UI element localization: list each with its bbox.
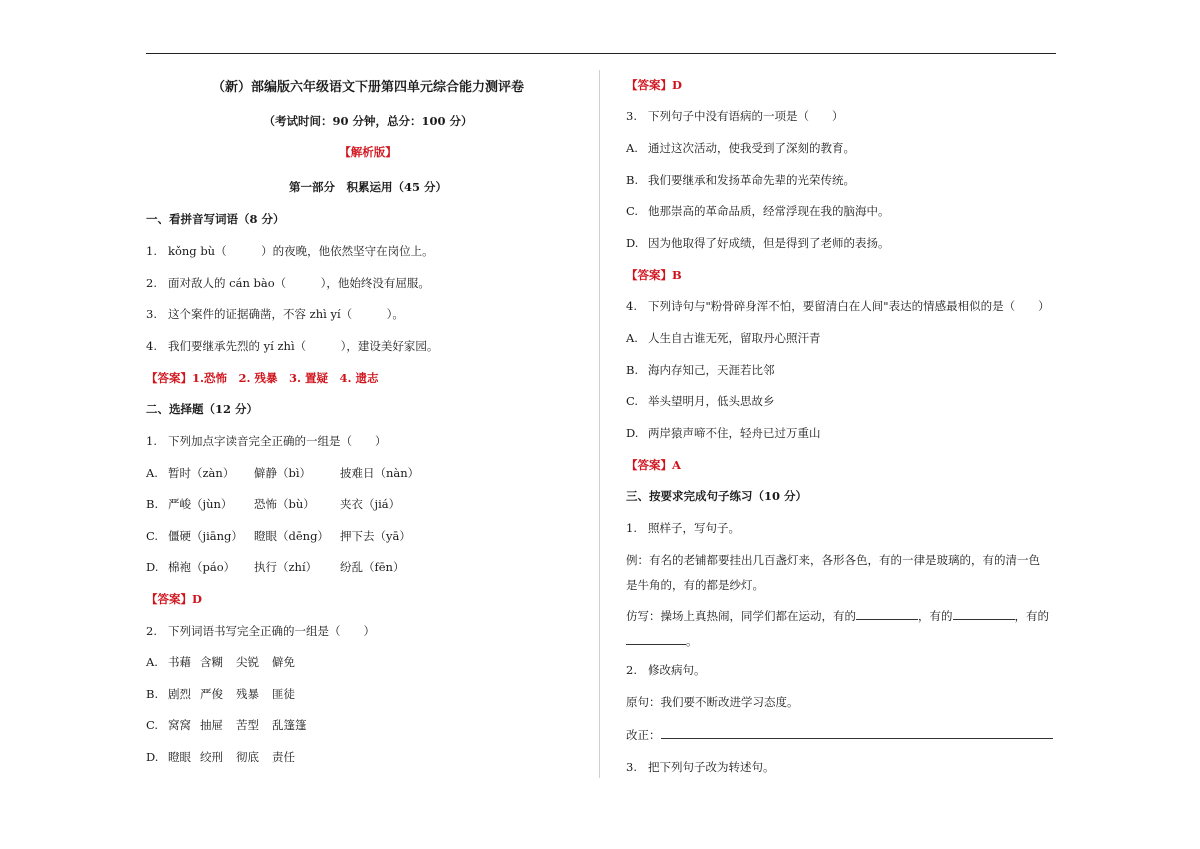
- answer-blank[interactable]: [626, 632, 686, 645]
- question-number: 2.: [626, 663, 637, 677]
- imitate-text: 。: [686, 634, 698, 648]
- option-row: [626, 393, 775, 409]
- option-label: C.: [146, 718, 159, 732]
- item-text: 这个案件的证据确凿，不容 zhì yí（ ）。: [168, 307, 404, 321]
- question-text: 下列加点字读音完全正确的一组是（ ）: [168, 434, 387, 448]
- question-text: 下列词语书写完全正确的一组是（ ）: [168, 624, 375, 638]
- imitate-text: ，有的: [918, 609, 953, 623]
- option-label: A.: [626, 331, 638, 345]
- option-word: 剧烈: [168, 687, 191, 701]
- exam-subtitle: （考试时间：90 分钟，总分：100 分）: [263, 114, 473, 128]
- option-label: D.: [626, 236, 639, 250]
- q3-answer: 【答案】B: [626, 268, 682, 282]
- option-text: 两岸猿声啼不住，轻舟已过万重山: [648, 426, 821, 440]
- option-label: D.: [626, 426, 639, 440]
- question-text: 照样子，写句子。: [648, 521, 740, 535]
- section1-item: [146, 243, 434, 259]
- item-number: 3.: [146, 307, 157, 321]
- question-text: 修改病句。: [648, 663, 706, 677]
- option-row: [626, 235, 890, 251]
- item-number: 1.: [146, 244, 157, 258]
- option-word: 书藉: [168, 655, 191, 669]
- option-word: 匪徒: [272, 687, 295, 701]
- answer-blank[interactable]: [856, 607, 918, 620]
- option-word: 绞刑: [200, 750, 223, 764]
- option-label: A.: [146, 466, 158, 480]
- question-number: 1.: [146, 434, 157, 448]
- option-label: B.: [146, 687, 159, 701]
- answer-blank[interactable]: [661, 726, 1053, 739]
- section3-heading: 三、按要求完成句子练习（10 分）: [626, 489, 808, 503]
- option-row: [626, 425, 821, 441]
- option-row: [146, 717, 307, 733]
- option-word: 僻静（bì）: [254, 466, 312, 480]
- option-row: [146, 465, 419, 481]
- option-word: 窝窝: [168, 718, 191, 732]
- option-word: 夹衣（jiá）: [340, 497, 401, 511]
- question-number: 3.: [626, 109, 637, 123]
- section1-item: [146, 275, 430, 291]
- question-number: 4.: [626, 299, 637, 313]
- option-word: 纷乱（fēn）: [340, 560, 405, 574]
- option-row: [626, 203, 890, 219]
- option-word: 瞪眼: [168, 750, 191, 764]
- option-label: B.: [626, 173, 639, 187]
- question-text: 下列诗句与"粉骨碎身浑不怕，要留清白在人间"表达的情感最相似的是（ ）: [648, 299, 1050, 313]
- option-word: 僻免: [272, 655, 295, 669]
- q4-answer: 【答案】A: [626, 458, 681, 472]
- question-number: 3.: [626, 760, 637, 774]
- question-number: 2.: [146, 624, 157, 638]
- option-text: 人生自古谁无死，留取丹心照汗青: [648, 331, 821, 345]
- option-word: 彻底: [236, 750, 259, 764]
- option-word: 押下去（yā）: [340, 529, 411, 543]
- item-number: 2.: [146, 276, 157, 290]
- correction-line: [626, 726, 1056, 743]
- question-stem: [626, 520, 740, 536]
- option-row: [626, 362, 775, 378]
- question-text: 把下列句子改为转述句。: [648, 760, 775, 774]
- option-word: 瞪眼（dēng）: [254, 529, 329, 543]
- example-line: 是牛角的，有的都是纱灯。: [626, 578, 764, 592]
- option-word: 苦型: [236, 718, 259, 732]
- part-title: 第一部分 积累运用（45 分）: [288, 180, 447, 194]
- option-row: [146, 496, 400, 512]
- question-stem: [146, 623, 375, 639]
- question-stem: [626, 759, 775, 775]
- item-text: 我们要继承先烈的 yí zhì（ ），建设美好家园。: [168, 339, 439, 353]
- option-row: [146, 686, 295, 702]
- option-text: 因为他取得了好成绩，但是得到了老师的表扬。: [648, 236, 890, 250]
- option-word: 尖锐: [236, 655, 259, 669]
- question-text: 下列句子中没有语病的一项是（ ）: [648, 109, 844, 123]
- imitate-line: [626, 632, 698, 649]
- section1-item: [146, 338, 438, 354]
- option-text: 他那崇高的革命品质，经常浮现在我的脑海中。: [648, 204, 890, 218]
- question-stem: [626, 108, 844, 124]
- option-word: 严峻（jùn）: [168, 497, 233, 511]
- item-number: 4.: [146, 339, 157, 353]
- option-row: [146, 654, 295, 670]
- option-word: 乱篷篷: [272, 718, 307, 732]
- question-stem: [626, 298, 1050, 314]
- option-word: 抽屉: [200, 718, 223, 732]
- exam-title: （新）部编版六年级语文下册第四单元综合能力测评卷: [211, 80, 524, 95]
- q1-answer: 【答案】D: [146, 592, 202, 606]
- option-word: 含糊: [200, 655, 223, 669]
- option-row: [146, 749, 295, 765]
- option-word: 严俊: [200, 687, 223, 701]
- option-text: 我们要继承和发扬革命先辈的光荣传统。: [648, 173, 855, 187]
- answer-blank[interactable]: [953, 607, 1015, 620]
- option-text: 通过这次活动，使我受到了深刻的教育。: [648, 141, 855, 155]
- option-text: 海内存知己，天涯若比邻: [648, 363, 775, 377]
- correction-label: 改正：: [626, 728, 661, 742]
- option-row: [626, 140, 855, 156]
- option-label: A.: [146, 655, 158, 669]
- option-label: D.: [146, 560, 159, 574]
- original-sentence: 原句：我们要不断改进学习态度。: [626, 695, 799, 709]
- option-label: C.: [626, 204, 639, 218]
- section2-heading: 二、选择题（12 分）: [146, 402, 259, 416]
- option-word: 披难日（nàn）: [340, 466, 420, 480]
- item-text: 面对敌人的 cán bào（ ），他始终没有屈服。: [168, 276, 430, 290]
- option-word: 责任: [272, 750, 295, 764]
- question-stem: [626, 662, 706, 678]
- example-line: 例：有名的老铺都要挂出几百盏灯来，各形各色，有的一律是玻璃的，有的清一色: [626, 553, 1040, 567]
- item-text: kǒng bù（ ）的夜晚，他依然坚守在岗位上。: [168, 244, 434, 258]
- option-label: B.: [146, 497, 159, 511]
- section1-answer: 【答案】1.恐怖 2. 残暴 3. 置疑 4. 遗志: [146, 371, 379, 385]
- option-word: 执行（zhí）: [254, 560, 318, 574]
- option-label: D.: [146, 750, 159, 764]
- column-divider: [599, 70, 600, 778]
- edition-label: 【解析版】: [339, 145, 397, 159]
- question-number: 1.: [626, 521, 637, 535]
- option-label: C.: [626, 394, 639, 408]
- option-label: B.: [626, 363, 639, 377]
- option-row: [146, 528, 411, 544]
- q2-answer: 【答案】D: [626, 78, 682, 92]
- imitate-line: [626, 607, 1049, 624]
- option-word: 僵硬（jiāng）: [168, 529, 243, 543]
- option-word: 暂时（zàn）: [168, 466, 235, 480]
- option-row: [626, 172, 855, 188]
- section1-item: [146, 306, 404, 322]
- section1-heading: 一、看拼音写词语（8 分）: [146, 212, 285, 226]
- option-word: 残暴: [236, 687, 259, 701]
- option-row: [626, 330, 821, 346]
- option-label: A.: [626, 141, 638, 155]
- option-row: [146, 559, 404, 575]
- imitate-text: ，有的: [1014, 609, 1049, 623]
- option-label: C.: [146, 529, 159, 543]
- imitate-text: 仿写：操场上真热闹，同学们都在运动，有的: [626, 609, 856, 623]
- option-word: 棉袍（páo）: [168, 560, 236, 574]
- top-rule: [146, 53, 1056, 54]
- option-text: 举头望明月，低头思故乡: [648, 394, 775, 408]
- option-word: 恐怖（bù）: [254, 497, 315, 511]
- question-stem: [146, 433, 387, 449]
